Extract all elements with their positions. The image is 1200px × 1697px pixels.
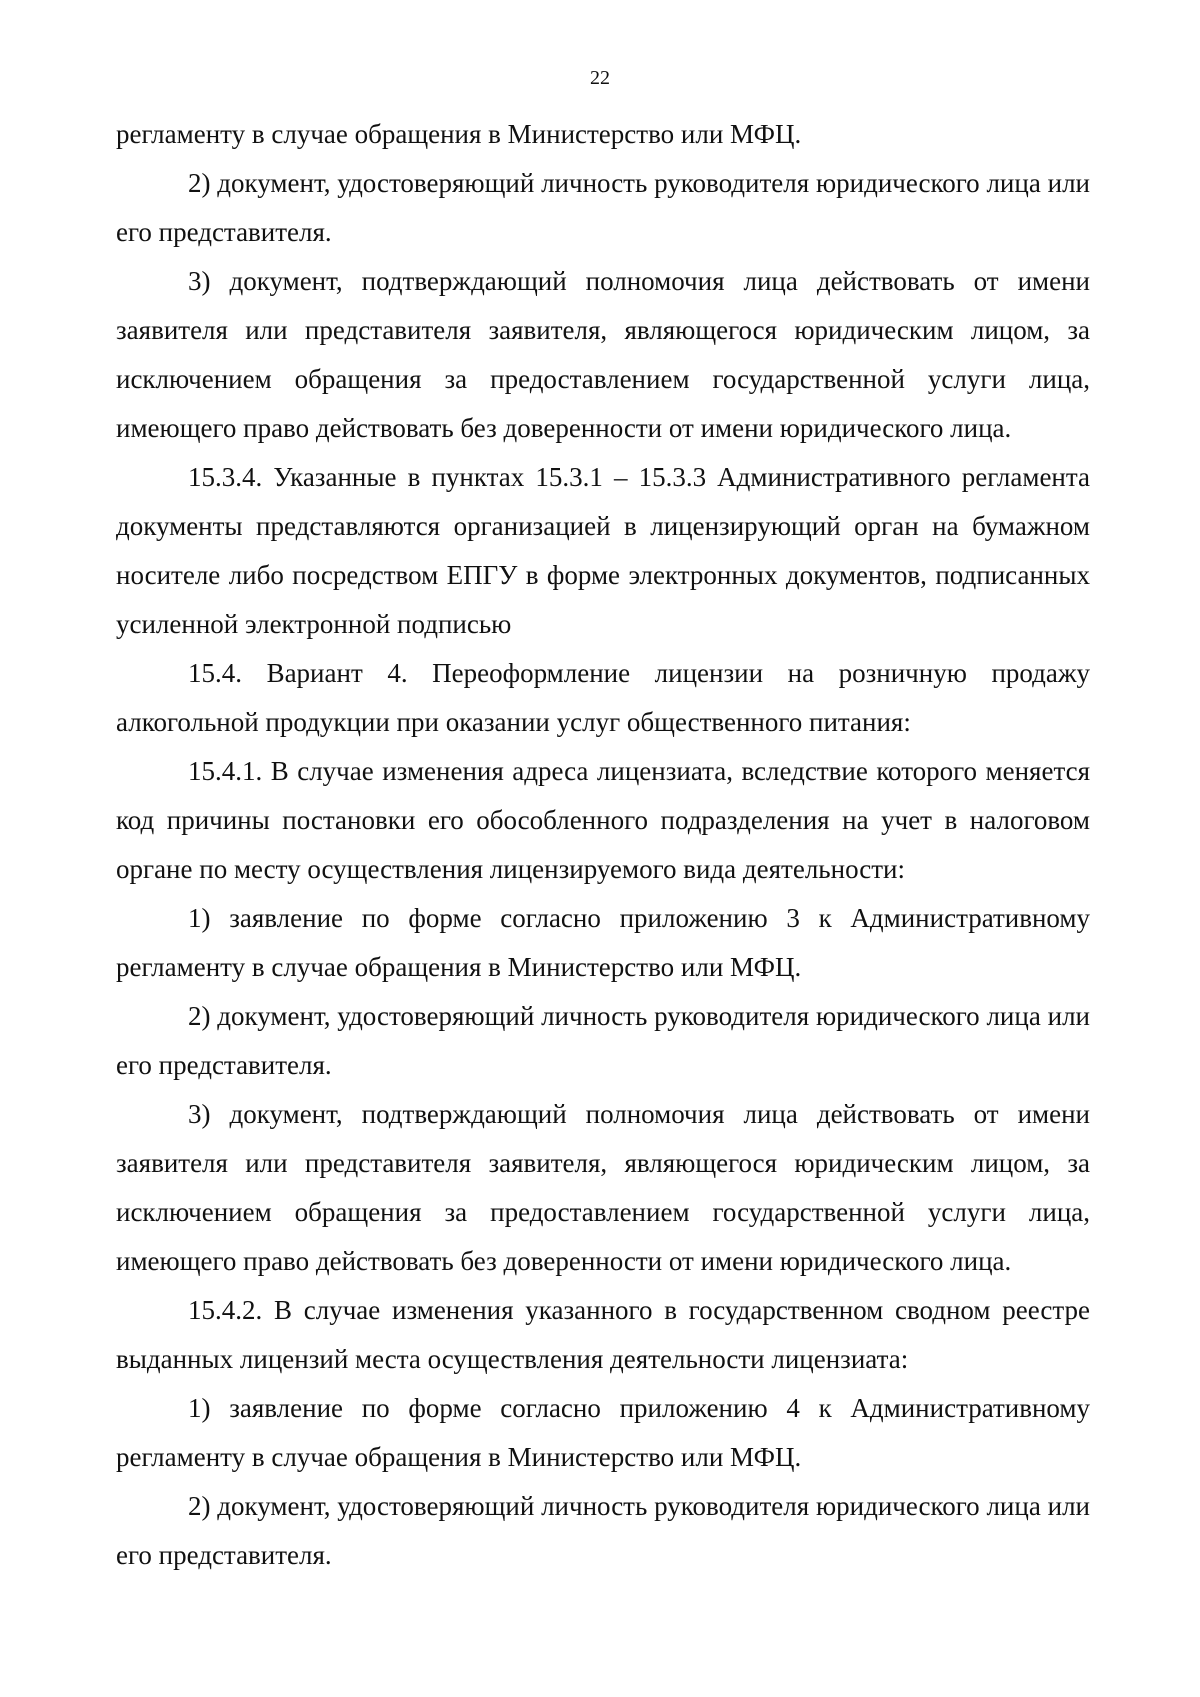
paragraph: 1) заявление по форме согласно приложению 3 к Административному регламенту в случае обращения в Министерство или МФЦ.	[116, 903, 1090, 982]
paragraph: 15.4. Вариант 4. Переоформление лицензии на розничную продажу алкогольной продукции при оказании услуг общественного питания:	[116, 658, 1090, 737]
paragraph: 2) документ, удостоверяющий личность руководителя юридического лица или его представителя.	[116, 1001, 1090, 1080]
paragraph: 3) документ, подтверждающий полномочия лица действовать от имени заявителя или представителя заявителя, являющегося юридическим лицом, за исключением обращения за предоставлением государственной услуги лица, имеющего право действовать без доверенности от имени юридического лица.	[116, 1099, 1090, 1276]
paragraph: 15.4.2. В случае изменения указанного в государственном сводном реестре выданных лицензий места осуществления деятельности лицензиата:	[116, 1295, 1090, 1374]
page-number: 22	[590, 67, 610, 89]
paragraph: 15.3.4. Указанные в пунктах 15.3.1 – 15.3.3 Административного регламента документы представляются организацией в лицензирующий орган на бумажном носителе либо посредством ЕПГУ в форме электронных документов, подписанных усиленной электронной подписью	[116, 462, 1090, 639]
paragraph: 15.4.1. В случае изменения адреса лицензиата, вследствие которого меняется код причины постановки его обособленного подразделения на учет в налоговом органе по месту осуществления лицензируемого вида деятельности:	[116, 756, 1090, 884]
document-body	[116, 110, 1090, 1580]
paragraph: 2) документ, удостоверяющий личность руководителя юридического лица или его представителя.	[116, 1491, 1090, 1570]
paragraph: регламенту в случае обращения в Министерство или МФЦ.	[116, 119, 802, 149]
paragraph: 2) документ, удостоверяющий личность руководителя юридического лица или его представителя.	[116, 168, 1090, 247]
paragraph: 1) заявление по форме согласно приложению 4 к Административному регламенту в случае обращения в Министерство или МФЦ.	[116, 1393, 1090, 1472]
paragraph: 3) документ, подтверждающий полномочия лица действовать от имени заявителя или представителя заявителя, являющегося юридическим лицом, за исключением обращения за предоставлением государственной услуги лица, имеющего право действовать без доверенности от имени юридического лица.	[116, 266, 1090, 443]
